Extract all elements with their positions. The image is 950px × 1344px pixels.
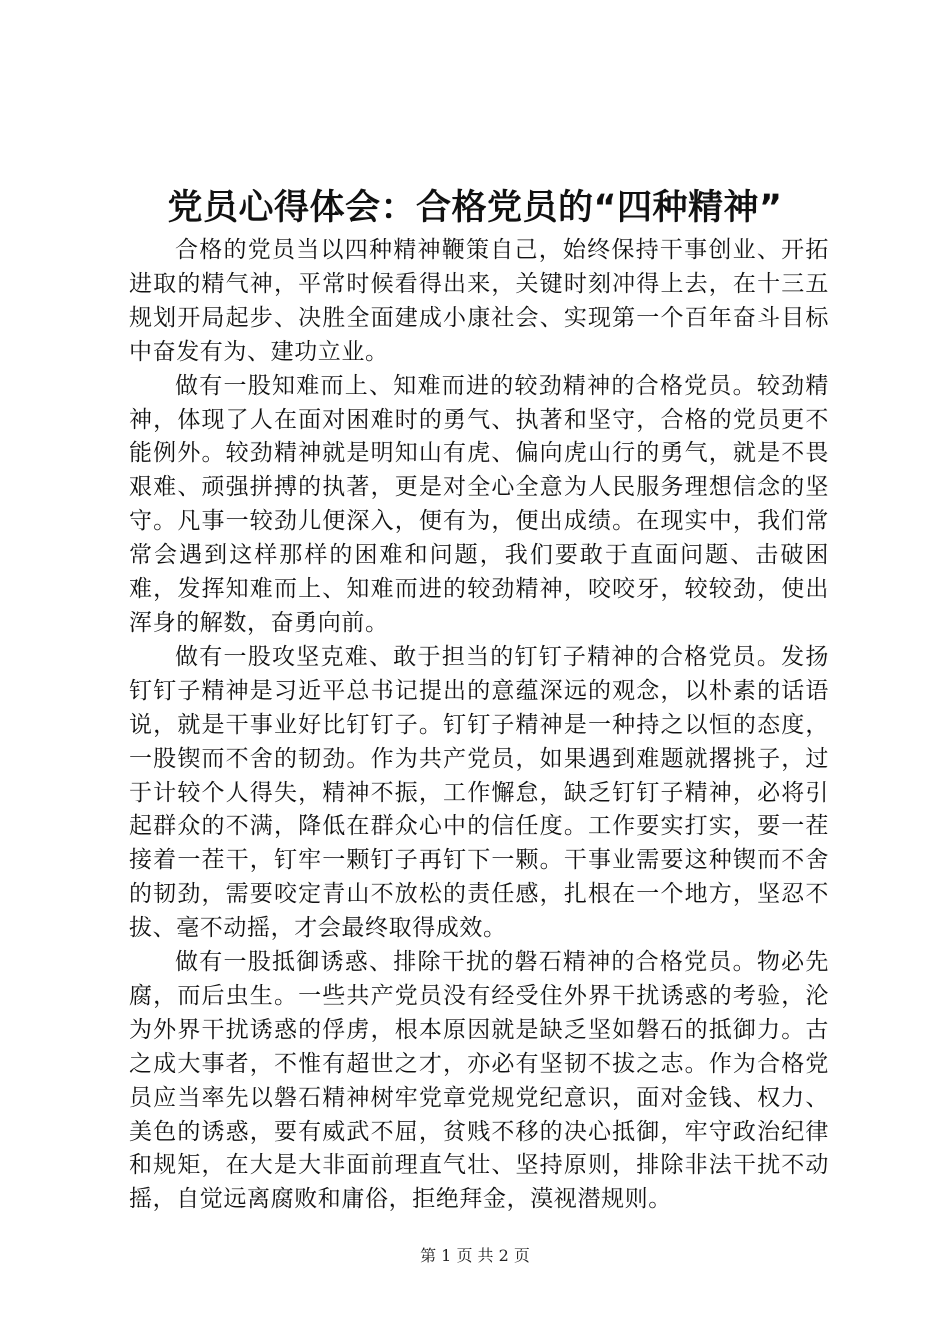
document-body xyxy=(129,234,829,1217)
paragraph-intro: 合格的党员当以四种精神鞭策自己，始终保持干事创业、开拓进取的精气神，平常时候看得出来，关键时刻冲得上去，在十三五规划开局起步、决胜全面建成小康社会、实现第一个百年奋斗目标中奋发有为、建功立业。 xyxy=(129,237,829,365)
paragraph-jiaojin-spirit: 做有一股知难而上、知难而进的较劲精神的合格党员。较劲精神，体现了人在面对困难时的勇气、执著和坚守，合格的党员更不能例外。较劲精神就是明知山有虎、偏向虎山行的勇气，就是不畏艰难、顽强拼搏的执著，更是对全心全意为人民服务理想信念的坚守。凡事一较劲儿便深入，便有为，便出成绩。在现实中，我们常常会遇到这样那样的困难和问题，我们要敢于直面问题、击破困难，发挥知难而上、知难而进的较劲精神，咬咬牙，较较劲，使出浑身的解数，奋勇向前。 xyxy=(129,372,829,636)
page-number-footer: 第 1 页 共 2 页 xyxy=(420,1246,530,1265)
document-title: 党员心得体会：合格党员的“四种精神” xyxy=(167,188,783,228)
paragraph-dingdingzi-spirit: 做有一股攻坚克难、敢于担当的钉钉子精神的合格党员。发扬钉钉子精神是习近平总书记提出的意蕴深远的观念，以朴素的话语说，就是干事业好比钉钉子。钉钉子精神是一种持之以恒的态度，一股锲而不舍的韧劲。作为共产党员，如果遇到难题就撂挑子，过于计较个人得失，精神不振，工作懈怠，缺乏钉钉子精神，必将引起群众的不满，降低在群众心中的信任度。工作要实打实，要一茬接着一茬干，钉牢一颗钉子再钉下一颗。干事业需要这种锲而不舍的韧劲，需要咬定青山不放松的责任感，扎根在一个地方，坚忍不拔、毫不动摇，才会最终取得成效。 xyxy=(129,643,829,942)
paragraph-panshi-spirit: 做有一股抵御诱惑、排除干扰的磐石精神的合格党员。物必先腐，而后虫生。一些共产党员没有经受住外界干扰诱惑的考验，沦为外界干扰诱惑的俘虏，根本原因就是缺乏坚如磐石的抵御力。古之成大事者，不惟有超世之才，亦必有坚韧不拔之志。作为合格党员应当率先以磐石精神树牢党章党规党纪意识，面对金钱、权力、美色的诱惑，要有威武不屈，贫贱不移的决心抵御，牢守政治纪律和规矩，在大是大非面前理直气壮、坚持原则，排除非法干扰不动摇，自觉远离腐败和庸俗，拒绝拜金，漠视潜规则。 xyxy=(129,949,829,1213)
